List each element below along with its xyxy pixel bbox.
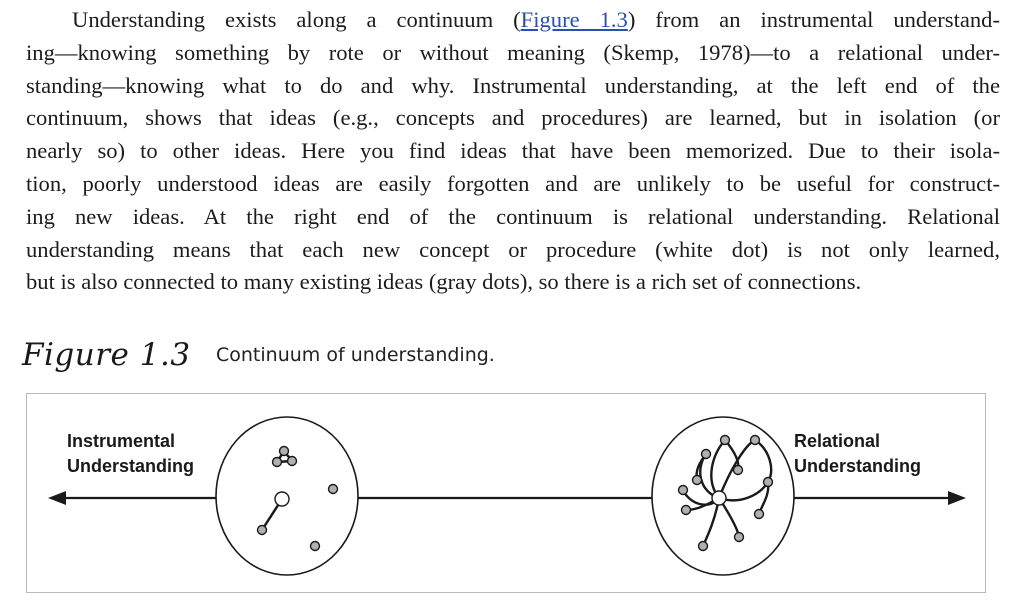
figure-caption: Continuum of understanding. <box>216 344 495 366</box>
figure-number: Figure 1.3 <box>22 337 191 373</box>
figure-link[interactable]: Figure 1.3 <box>520 7 628 32</box>
paragraph-line: ing new ideas. At the right end of the continuum is relational understanding. Relational <box>26 203 1000 229</box>
left-arrowhead <box>48 491 66 505</box>
paragraph-line: ing—knowing something by rote or without meaning (Skemp, 1978)—to a relational under- <box>26 39 1000 65</box>
right-arrowhead <box>948 491 966 505</box>
paragraph-line: understanding means that each new concept or procedure (white dot) is not only learned, <box>26 236 1000 262</box>
paragraph-line: tion, poorly understood ideas are easily forgotten and are unlikely to be useful for construct- <box>26 170 1000 196</box>
paragraph-line: Understanding exists along a continuum (Figure 1.3) from an instrumental understand- <box>72 7 1001 32</box>
paragraph-line: but is also connected to many existing ideas (gray dots), so there is a rich set of connections. <box>26 269 862 295</box>
paragraph-line: nearly so) to other ideas. Here you find ideas that have been memorized. Due to their isola- <box>26 138 1000 164</box>
paragraph-line: continuum, shows that ideas (e.g., concepts and procedures) are learned, but in isolation (or <box>26 105 1000 131</box>
relational-label: Relational Understanding <box>794 431 922 476</box>
instrumental-label: Instrumental Understanding <box>67 431 195 476</box>
paragraph-line: standing—knowing what to do and why. Instrumental understanding, at the left end of the <box>26 72 1000 98</box>
